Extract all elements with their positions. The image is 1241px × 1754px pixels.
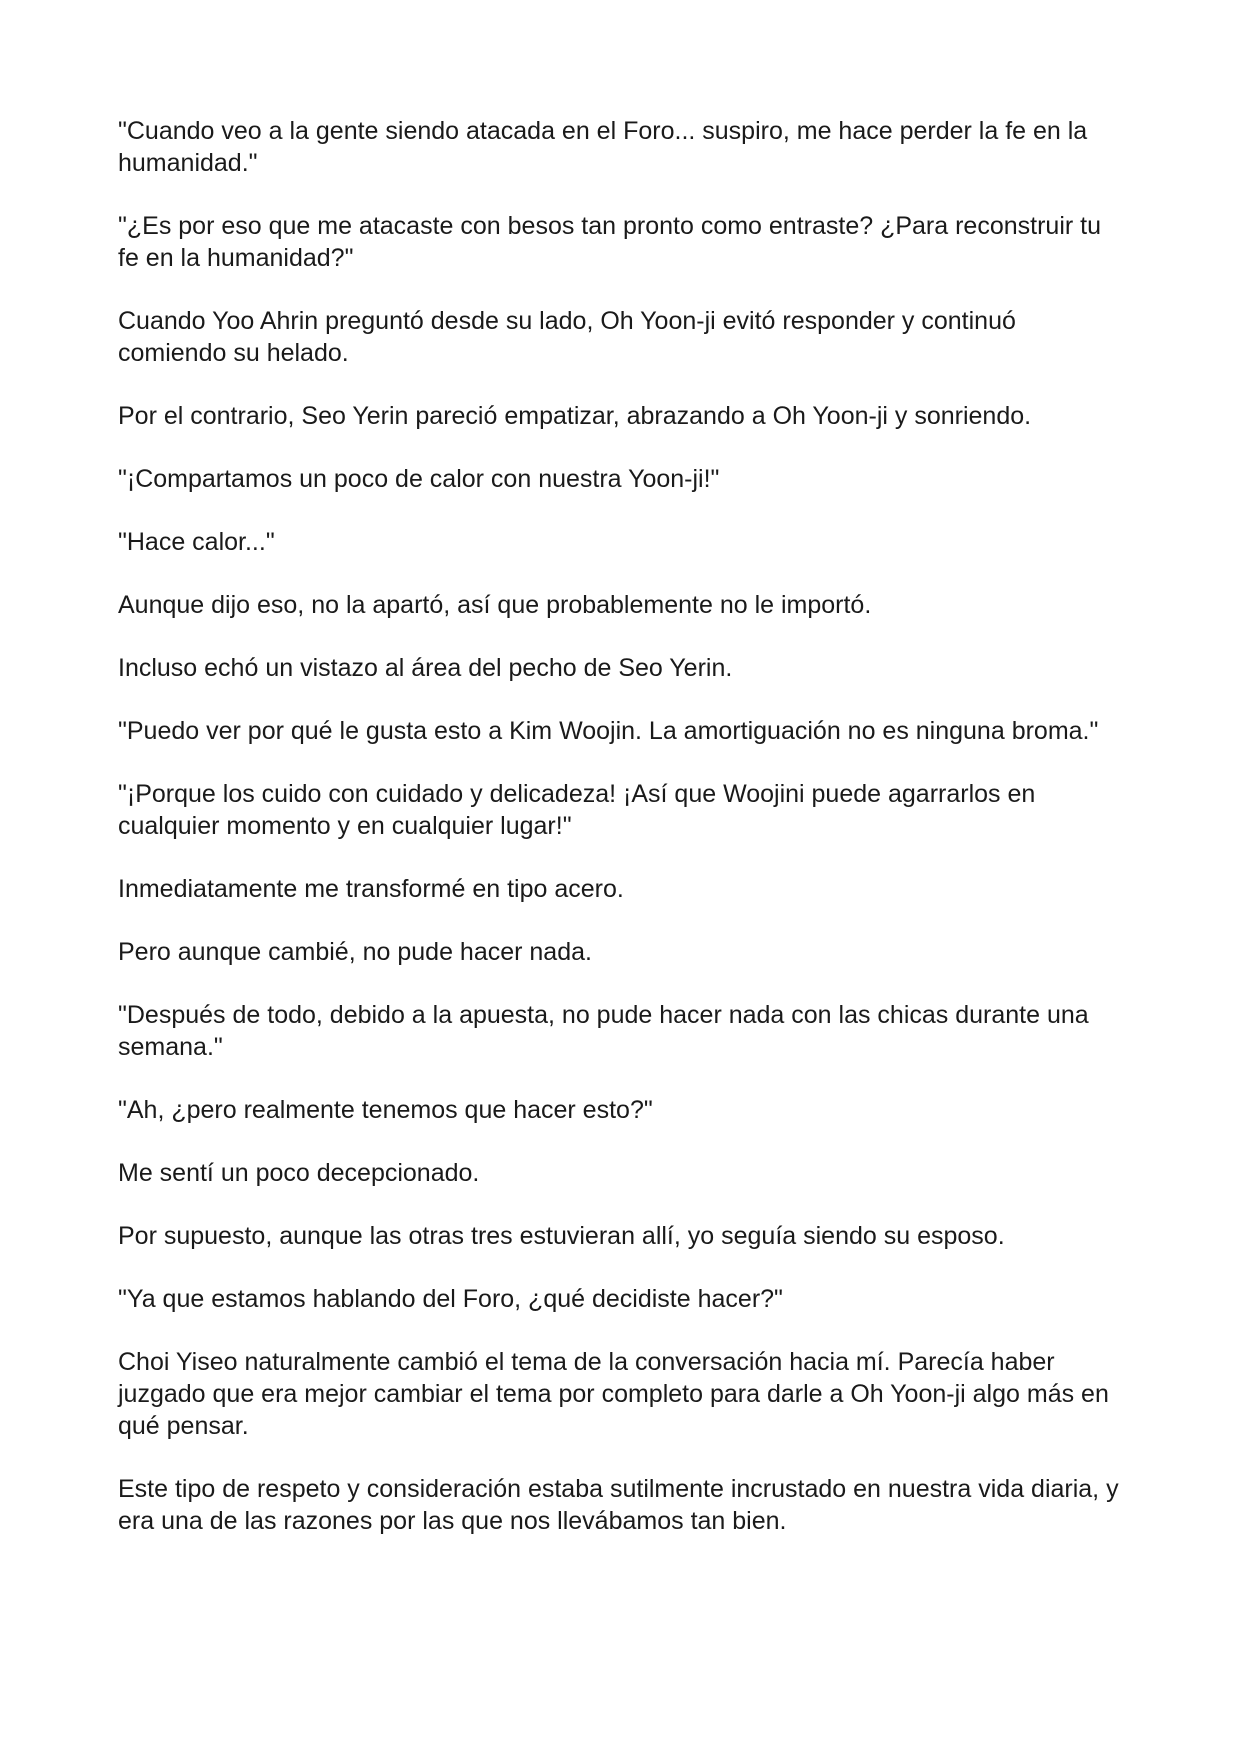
- paragraph: "¿Es por eso que me atacaste con besos tan pronto como entraste? ¿Para reconstruir tu fe en la humanidad?": [118, 212, 1101, 272]
- document-body: [118, 115, 1128, 1568]
- paragraph: Por el contrario, Seo Yerin pareció empatizar, abrazando a Oh Yoon-ji y sonriendo.: [118, 402, 1032, 430]
- paragraph: "¡Compartamos un poco de calor con nuestra Yoon-ji!": [118, 465, 720, 493]
- paragraph: "Después de todo, debido a la apuesta, no pude hacer nada con las chicas durante una semana.": [118, 1001, 1089, 1061]
- paragraph: Aunque dijo eso, no la apartó, así que probablemente no le importó.: [118, 591, 872, 619]
- paragraph: "Puedo ver por qué le gusta esto a Kim Woojin. La amortiguación no es ninguna broma.": [118, 717, 1099, 745]
- paragraph: "Cuando veo a la gente siendo atacada en el Foro... suspiro, me hace perder la fe en la humanidad.": [118, 117, 1088, 177]
- paragraph: Pero aunque cambié, no pude hacer nada.: [118, 938, 592, 966]
- paragraph: Por supuesto, aunque las otras tres estuvieran allí, yo seguía siendo su esposo.: [118, 1222, 1005, 1250]
- paragraph: "Ya que estamos hablando del Foro, ¿qué decidiste hacer?": [118, 1285, 783, 1313]
- paragraph: Incluso echó un vistazo al área del pecho de Seo Yerin.: [118, 654, 733, 682]
- paragraph: Cuando Yoo Ahrin preguntó desde su lado, Oh Yoon-ji evitó responder y continuó comiendo su helado.: [118, 307, 1016, 367]
- paragraph: "Ah, ¿pero realmente tenemos que hacer esto?": [118, 1096, 653, 1124]
- paragraph: Choi Yiseo naturalmente cambió el tema de la conversación hacia mí. Parecía haber juzgado que era mejor cambiar el tema por completo para darle a Oh Yoon-ji algo más en qué pensar.: [118, 1348, 1109, 1440]
- paragraph: "Hace calor...": [118, 528, 275, 556]
- paragraph: Me sentí un poco decepcionado.: [118, 1159, 480, 1187]
- paragraph: Este tipo de respeto y consideración estaba sutilmente incrustado en nuestra vida diaria, y era una de las razones por las que nos llevábamos tan bien.: [118, 1475, 1119, 1535]
- paragraph: Inmediatamente me transformé en tipo acero.: [118, 875, 624, 903]
- paragraph: "¡Porque los cuido con cuidado y delicadeza! ¡Así que Woojini puede agarrarlos en cualquier momento y en cualquier lugar!": [118, 780, 1036, 840]
